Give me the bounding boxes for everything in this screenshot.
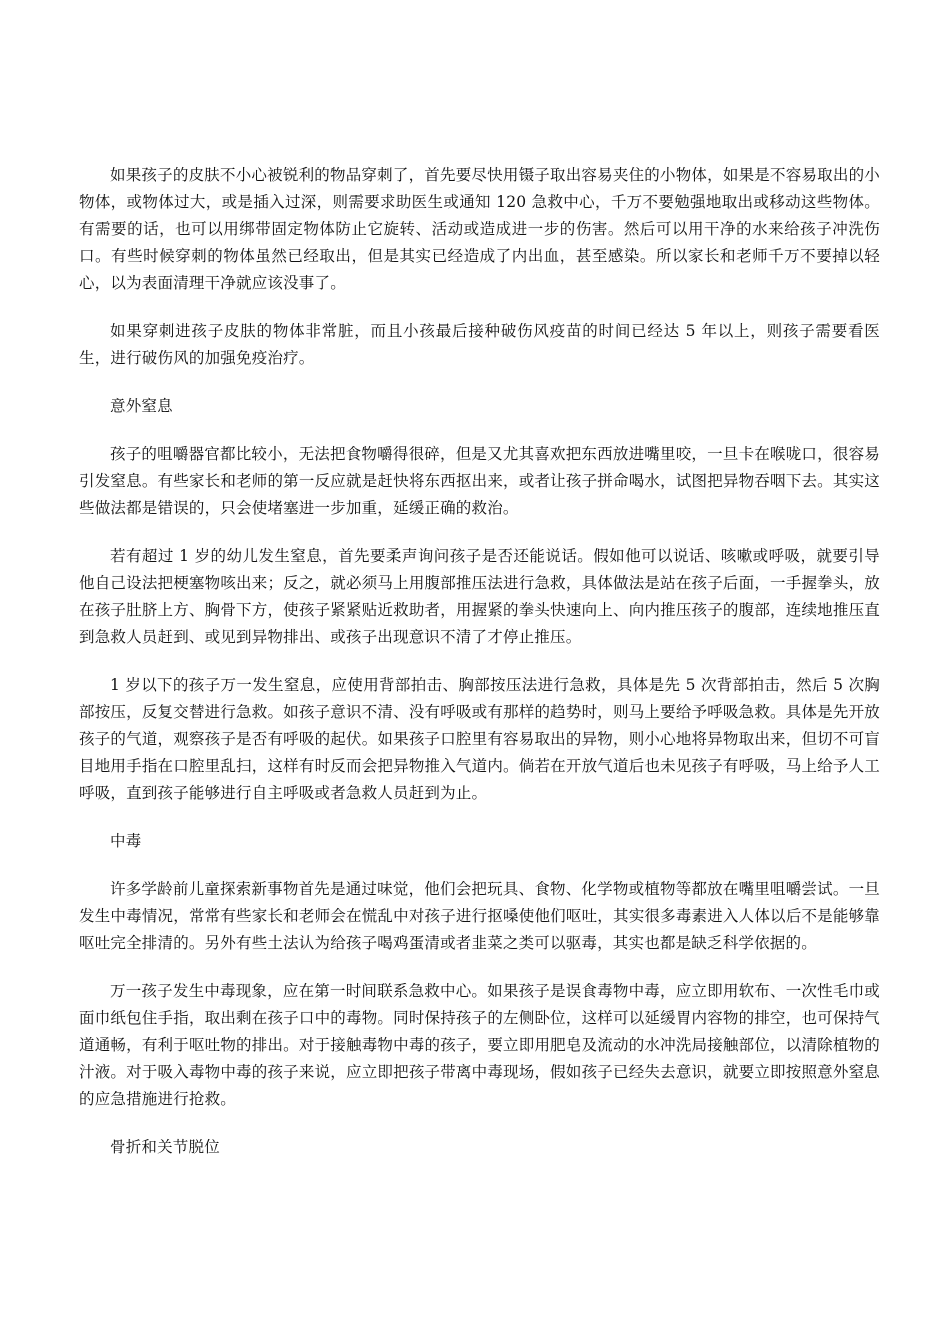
document-page [79, 162, 880, 1161]
paragraph-poisoning-response: 万一孩子发生中毒现象，应在第一时间联系急救中心。如果孩子是误食毒物中毒，应立即用软布、一次性毛巾或面巾纸包住手指，取出剩在孩子口中的毒物。同时保持孩子的左侧卧位，这样可以延缓胃内容物的排空，也可保持气道通畅，有利于呕吐物的排出。对于接触毒物中毒的孩子，要立即用肥皂及流动的水冲洗局接触部位，以清除植物的汁液。对于吸入毒物中毒的孩子来说，应立即把孩子带离中毒现场，假如孩子已经失去意识，就要立即按照意外窒息的应急措施进行抢救。 [79, 982, 880, 1108]
paragraph-choking-intro: 孩子的咀嚼器官都比较小，无法把食物嚼得很碎，但是又尤其喜欢把东西放进嘴里咬，一旦卡在喉咙口，很容易引发窒息。有些家长和老师的第一反应就是赶快将东西抠出来，或者让孩子拼命喝水，试图把异物吞咽下去。其实这些做法都是错误的，只会使堵塞进一步加重，延缓正确的救治。 [79, 445, 880, 517]
paragraph-choking-over-one: 若有超过 1 岁的幼儿发生窒息，首先要柔声询问孩子是否还能说话。假如他可以说话、咳嗽或呼吸，就要引导他自己设法把梗塞物咳出来；反之，就必须马上用腹部推压法进行急救，具体做法是站在孩子后面，一手握拳头，放在孩子肚脐上方、胸骨下方，使孩子紧紧贴近救助者，用握紧的拳头快速向上、向内推压孩子的腹部，连续地推压直到急救人员赶到、或见到异物排出、或孩子出现意识不清了才停止推压。 [79, 547, 880, 646]
section-heading-poisoning: 中毒 [110, 832, 142, 850]
paragraph-choking-under-one: 1 岁以下的孩子万一发生窒息，应使用背部拍击、胸部按压法进行急救，具体是先 5 次背部拍击，然后 5 次胸部按压，反复交替进行急救。如孩子意识不清、没有呼吸或有那样的趋势时，则马上要给予呼吸急救。具体是先开放孩子的气道，观察孩子是否有呼吸的起伏。如果孩子口腔里有容易取出的异物，则小心地将异物取出来，但切不可盲目地用手指在口腔里乱扫，这样有时反而会把异物推入气道内。倘若在开放气道后也未见孩子有呼吸，马上给予人工呼吸，直到孩子能够进行自主呼吸或者急救人员赶到为止。 [79, 676, 880, 802]
paragraph-puncture-wound: 如果孩子的皮肤不小心被锐利的物品穿刺了，首先要尽快用镊子取出容易夹住的小物体，如果是不容易取出的小物体，或物体过大，或是插入过深，则需要求助医生或通知 120 急救中心，千万不要勉强地取出或移动这些物体。有需要的话，也可以用绑带固定物体防止它旋转、活动或造成进一步的伤害。然后可以用干净的水来给孩子冲洗伤口。有些时候穿刺的物体虽然已经取出，但是其实已经造成了内出血，甚至感染。所以家长和老师千万不要掉以轻心，以为表面清理干净就应该没事了。 [79, 166, 880, 292]
paragraph-poisoning-intro: 许多学龄前儿童探索新事物首先是通过味觉，他们会把玩具、食物、化学物或植物等都放在嘴里咀嚼尝试。一旦发生中毒情况，常常有些家长和老师会在慌乱中对孩子进行抠嗓使他们呕吐，其实很多毒素进入人体以后不是能够靠呕吐完全排清的。另外有些土法认为给孩子喝鸡蛋清或者韭菜之类可以驱毒，其实也都是缺乏科学依据的。 [79, 880, 880, 952]
section-heading-fracture: 骨折和关节脱位 [110, 1138, 220, 1156]
section-heading-choking: 意外窒息 [110, 397, 173, 415]
paragraph-tetanus: 如果穿刺进孩子皮肤的物体非常脏，而且小孩最后接种破伤风疫苗的时间已经达 5 年以上，则孩子需要看医生，进行破伤风的加强免疫治疗。 [79, 322, 880, 367]
